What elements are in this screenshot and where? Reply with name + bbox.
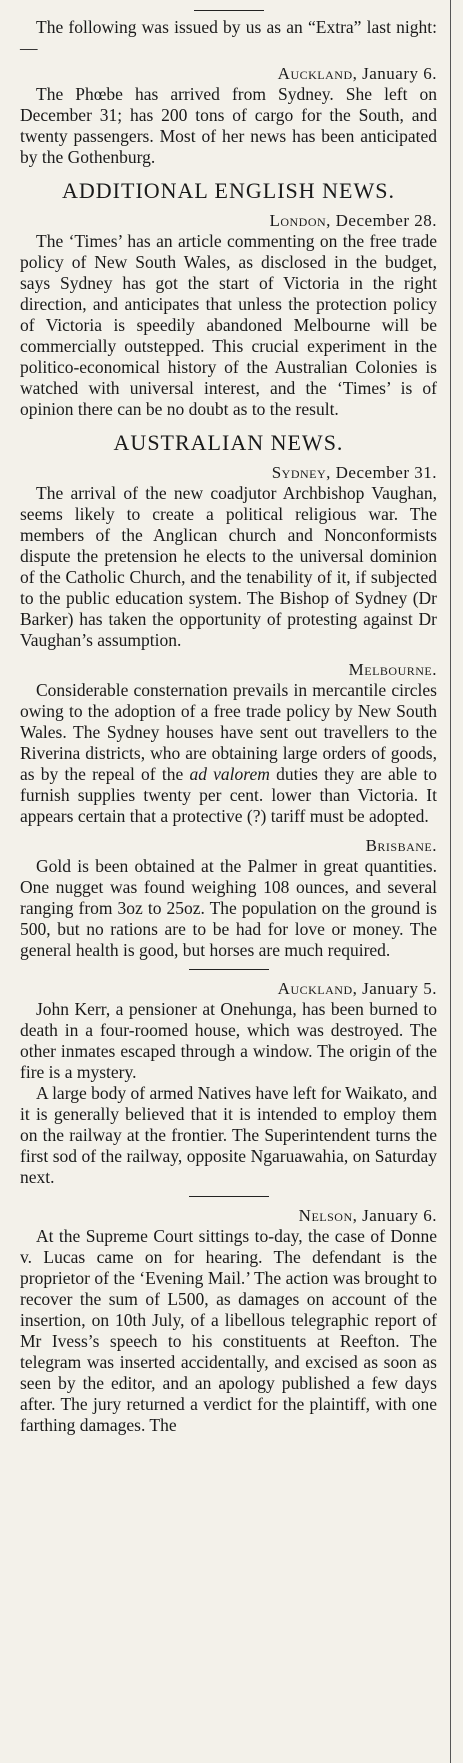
dateline-melbourne: Melbourne. [348,660,437,679]
section-rule [189,969,269,970]
melbourne-paragraph [20,680,437,827]
dateline-date: , January 5. [352,979,437,998]
melbourne-text-italic: ad valorem [189,764,270,784]
top-rule [194,10,264,11]
dateline-auckland-jan-6 [20,63,437,84]
dateline-place: London [269,211,327,230]
dateline-place: Nelson [298,1206,353,1225]
dateline-place: Auckland [277,979,353,998]
dateline-auckland-jan-5 [20,978,437,999]
auckland-jan-6-paragraph: The Phœbe has arrived from Sydney. She left on December 31; has 200 tons of cargo for the South, and twenty passengers. Most of her news has been anticipated by the Gothenburg. [20,84,437,167]
dateline-place: Sydney [271,463,327,482]
column-edge-rule [450,0,451,1763]
dateline-date: , December 28. [326,211,437,230]
auckland-jan-5-paragraph-1: John Kerr, a pensioner at Onehunga, has been burned to death in a four-roomed house, which was destroyed. The other inmates escaped through a window. The origin of the fire is a mystery. [20,999,437,1082]
nelson-paragraph: At the Supreme Court sittings to-day, the case of Donne v. Lucas came on for hearing. The defendant is the proprietor of the ‘Evening Mail.’ The action was brought to recover the sum of L500, as damages on account of the insertion, on 10th July, of a libellous telegraphic report of Mr Ivess’s speech to his constituents at Reefton. The telegram was inserted accidentally, and excised as soon as seen by the editor, and an apology published a few days after. The jury returned a verdict for the plaintiff, with one farthing damages. The [20,1226,437,1435]
section-rule [189,1196,269,1197]
dateline-date: , January 6. [352,1206,437,1225]
intro-paragraph: The following was issued by us as an “Extra” last night:— [20,17,437,58]
auckland-jan-5-paragraph-2: A large body of armed Natives have left for Waikato, and it is generally believed that it is intended to employ them on the railway at the frontier. The Superintendent turns the first sod of the railway, opposite Ngaruawahia, on Saturday next. [20,1083,437,1187]
melbourne-text-part-1: Considerable consternation prevails in mercantile circles owing to the adoption of a free trade policy by New South Wales. The Sydney houses have sent out travellers to the Riverina districts, who are obtaining large orders of goods, as by the repeal of the [20,680,437,784]
dateline-date: , January 6. [352,64,437,83]
dateline-brisbane: Brisbane. [365,836,437,855]
dateline-london [20,210,437,231]
dateline-place: Auckland [277,64,353,83]
melbourne-text-part-2: duties they are able to furnish supplies twenty per cent. lower than Victoria. It appears certain that a protective (?) tariff must be adopted. [20,764,438,826]
dateline-nelson [20,1205,437,1226]
london-paragraph: The ‘Times’ has an article commenting on the free trade policy of New South Wales, as disclosed in the budget, says Sydney has got the start of Victoria in the right direction, and anticipates that unless the protection policy of Victoria is speedily abandoned Melbourne will be commercially outstepped. This crucial experiment in the politico-economical history of the Australian Colonies is watched with universal interest, and the ‘Times’ is of opinion there can be no doubt as to the result. [20,231,437,419]
brisbane-paragraph: Gold is been obtained at the Palmer in great quantities. One nugget was found weighing 108 ounces, and several ranging from 3oz to 25oz. The population on the ground is 500, but no rations are to be had for love or money. The general health is good, but horses are much required. [20,856,437,960]
heading-australian-news: AUSTRALIAN NEWS. [113,430,344,455]
dateline-date: , December 31. [326,463,437,482]
dateline-sydney [20,462,437,483]
heading-english-news: ADDITIONAL ENGLISH NEWS. [62,178,395,203]
sydney-paragraph: The arrival of the new coadjutor Archbishop Vaughan, seems likely to create a political religious war. The members of the Anglican church and Nonconformists dispute the pretension he elects to the universal dominion of the Catholic Church, and the tenability of it, if subjected to the public education system. The Bishop of Sydney (Dr Barker) has taken the opportunity of protesting against Dr Vaughan’s assumption. [20,483,437,650]
